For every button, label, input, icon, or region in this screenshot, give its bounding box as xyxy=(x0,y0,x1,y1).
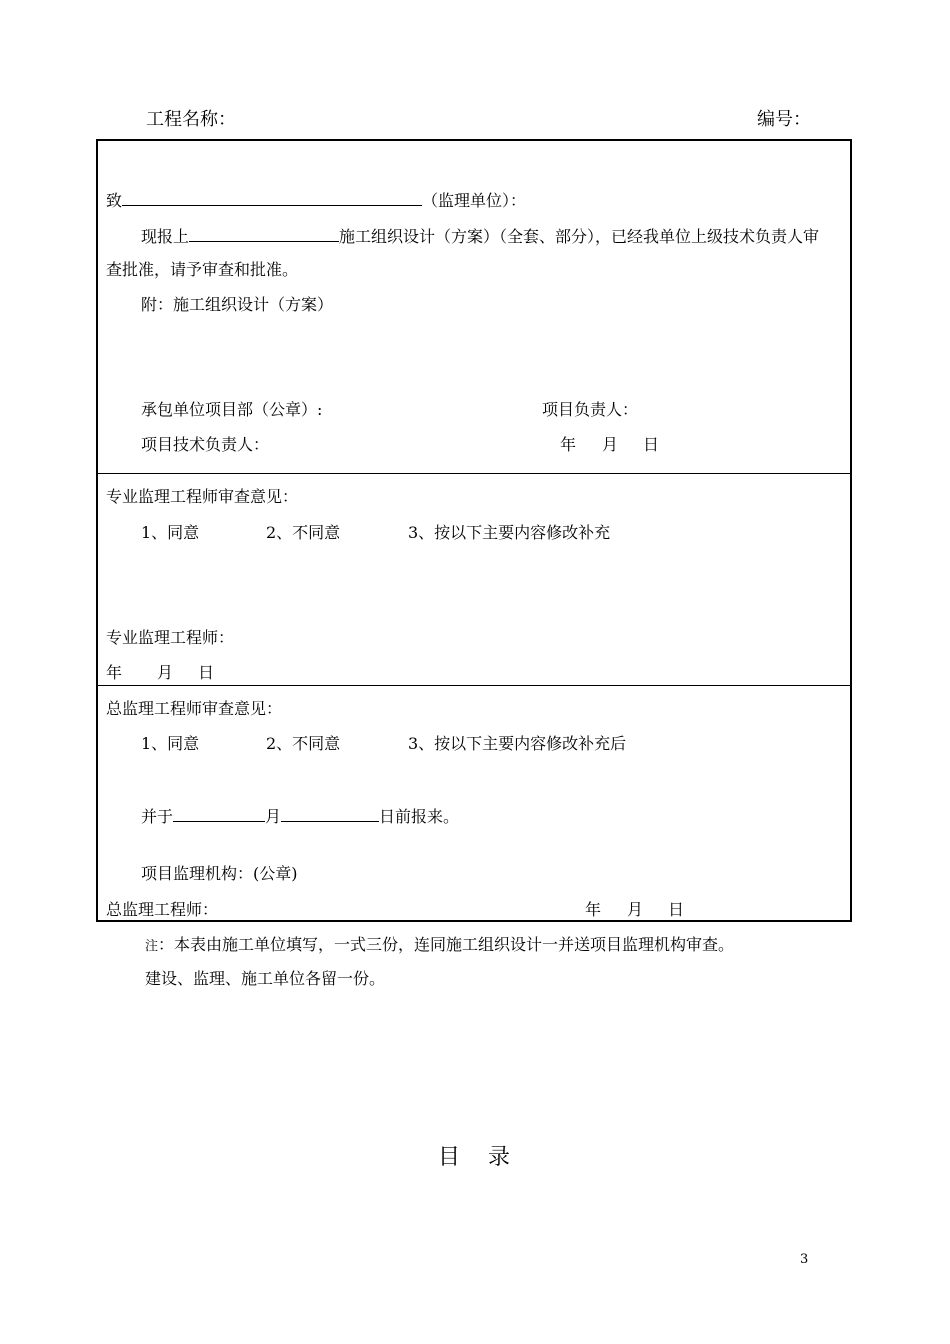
number-label: 编号： xyxy=(757,109,811,130)
date-month: 月 xyxy=(627,900,644,919)
specialist-option-disagree[interactable]: 2、不同意 xyxy=(266,523,341,542)
section-divider-2 xyxy=(96,685,852,686)
attachment-text: 附：施工组织设计（方案） xyxy=(141,295,334,314)
specialist-signer-label: 专业监理工程师： xyxy=(106,628,235,647)
chief-option-revise[interactable]: 3、按以下主要内容修改补充后 xyxy=(408,734,627,753)
chief-signer-label: 总监理工程师： xyxy=(106,900,219,919)
chief-option-agree[interactable]: 1、同意 xyxy=(141,734,200,753)
resubmit-line: 并于 月 日前报来。 xyxy=(141,807,460,826)
date-day: 日 xyxy=(668,900,685,919)
chief-option-disagree[interactable]: 2、不同意 xyxy=(266,734,341,753)
chief-review-title: 总监理工程师审查意见： xyxy=(106,699,283,718)
section-divider-1 xyxy=(96,473,852,474)
date-month: 月 xyxy=(157,663,174,682)
date-month: 月 xyxy=(602,435,619,454)
day-blank[interactable] xyxy=(281,805,379,822)
note-line-1: 注：本表由施工单位填写，一式三份，连同施工组织设计一并送项目监理机构审查。 xyxy=(145,935,735,954)
project-manager-label: 项目负责人： xyxy=(542,400,639,419)
month-blank[interactable] xyxy=(173,805,265,822)
note-line-2: 建设、监理、施工单位各留一份。 xyxy=(145,969,386,988)
submit-line-2: 查批准，请予审查和批准。 xyxy=(106,260,299,279)
supervisor-unit-blank[interactable] xyxy=(122,189,422,206)
project-name-label: 工程名称： xyxy=(146,109,236,130)
submit-line: 现报上 施工组织设计（方案）（全套、部分），已经我单位上级技术负责人审 xyxy=(141,227,820,246)
date-year: 年 xyxy=(585,900,602,919)
page-number: 3 xyxy=(800,1252,809,1267)
date-day: 日 xyxy=(198,663,215,682)
addressee-line: 致 （监理单位）： xyxy=(106,191,527,210)
date-year: 年 xyxy=(106,663,123,682)
specialist-review-title: 专业监理工程师审查意见： xyxy=(106,487,299,506)
project-blank[interactable] xyxy=(189,225,339,242)
specialist-option-agree[interactable]: 1、同意 xyxy=(141,523,200,542)
date-year: 年 xyxy=(560,435,577,454)
toc-title: 目 录 xyxy=(438,1145,510,1170)
specialist-option-revise[interactable]: 3、按以下主要内容修改补充 xyxy=(408,523,611,542)
contractor-dept-label: 承包单位项目部（公章）: xyxy=(141,400,323,419)
org-seal-label: 项目监理机构：(公章) xyxy=(141,864,298,883)
date-day: 日 xyxy=(643,435,660,454)
tech-lead-label: 项目技术负责人： xyxy=(141,435,270,454)
